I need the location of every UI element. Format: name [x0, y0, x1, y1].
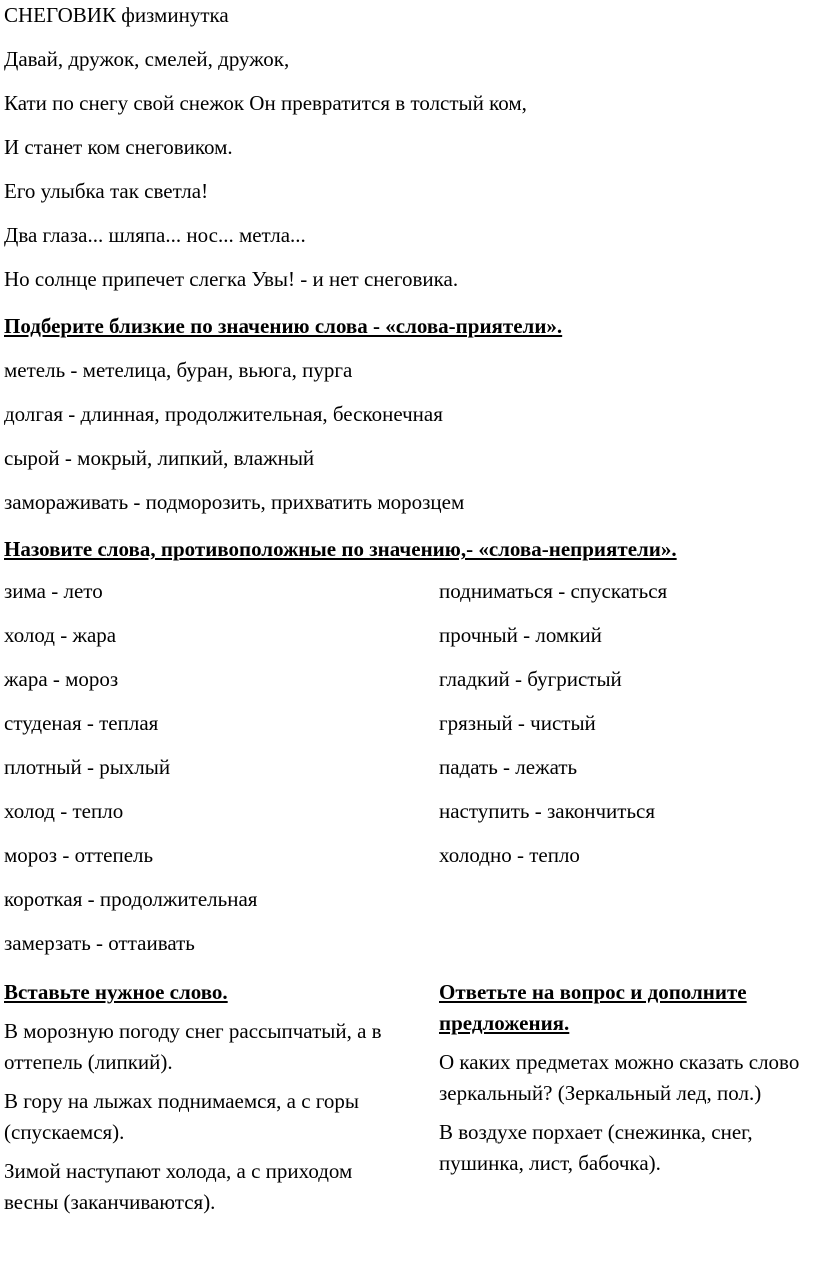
poem-line-1: Давай, дружок, смелей, дружок, — [4, 47, 290, 71]
antonyms-left-column — [4, 578, 257, 974]
antonym-item: зима - лето — [4, 579, 103, 603]
insert-word-section — [4, 977, 404, 1226]
antonym-item: прочный - ломкий — [439, 623, 602, 647]
page-title: СНЕГОВИК физминутка — [4, 3, 229, 27]
antonym-item: плотный - рыхлый — [4, 755, 171, 779]
synonym-item: долгая - длинная, продолжительная, бесконечная — [4, 402, 443, 426]
antonym-item: падать - лежать — [439, 755, 578, 779]
antonym-item: гладкий - бугристый — [439, 667, 622, 691]
poem-line-3: И станет ком снеговиком. — [4, 135, 233, 159]
synonym-item: сырой - мокрый, липкий, влажный — [4, 446, 315, 470]
insert-word-heading: Вставьте нужное слово. — [4, 980, 228, 1004]
insert-word-paragraph: Зимой наступают холода, а с приходом весны (заканчиваются). — [4, 1159, 353, 1214]
answer-question-paragraph: О каких предметах можно сказать слово зеркальный? (Зеркальный лед, пол.) — [439, 1050, 800, 1105]
antonym-item: наступить - закончиться — [439, 799, 656, 823]
antonym-item: холод - тепло — [4, 799, 124, 823]
answer-question-paragraph: В воздухе порхает (снежинка, снег, пушинка, лист, бабочка). — [439, 1120, 753, 1175]
poem-line-6: Но солнце припечет слегка Увы! - и нет снеговика. — [4, 267, 459, 291]
antonyms-right-column — [439, 578, 667, 886]
synonyms-heading: Подберите близкие по значению слова - «слова-приятели». — [4, 314, 563, 338]
answer-question-section — [439, 977, 814, 1187]
antonym-item: холод - жара — [4, 623, 117, 647]
antonym-item: подниматься - спускаться — [439, 579, 668, 603]
poem-line-2: Кати по снегу свой снежок Он превратится в толстый ком, — [4, 91, 527, 115]
synonym-item: метель - метелица, буран, вьюга, пурга — [4, 358, 353, 382]
antonym-item: грязный - чистый — [439, 711, 596, 735]
antonym-item: холодно - тепло — [439, 843, 580, 867]
insert-word-paragraph: В морозную погоду снег рассыпчатый, а в оттепель (липкий). — [4, 1019, 382, 1074]
antonym-item: студеная - теплая — [4, 711, 159, 735]
antonym-item: короткая - продолжительная — [4, 887, 258, 911]
poem-line-4: Его улыбка так светла! — [4, 179, 209, 203]
synonym-item: замораживать - подморозить, прихватить морозцем — [4, 490, 465, 514]
antonym-item: замерзать - оттаивать — [4, 931, 195, 955]
poem-line-5: Два глаза... шляпа... нос... метла... — [4, 223, 306, 247]
antonym-item: мороз - оттепель — [4, 843, 154, 867]
answer-question-heading: Ответьте на вопрос и дополните предложения. — [439, 980, 747, 1035]
antonym-item: жара - мороз — [4, 667, 119, 691]
antonyms-heading: Назовите слова, противоположные по значению,- «слова-неприятели». — [4, 537, 677, 561]
insert-word-paragraph: В гору на лыжах поднимаемся, а с горы (спускаемся). — [4, 1089, 359, 1144]
